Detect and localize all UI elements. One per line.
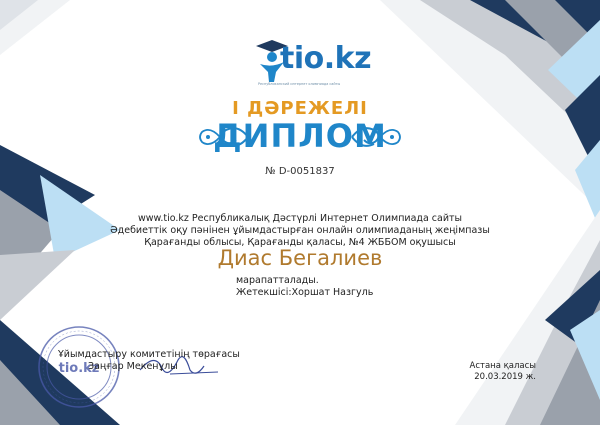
description-line: www.tio.kz Республикалық Дәстүрлі Интернет Олимпиада сайты	[137, 213, 463, 224]
signer-name: Заңғар Мекенұлы	[88, 361, 178, 372]
ornament-right-icon	[350, 122, 402, 152]
diploma-degree: I ДӘРЕЖЕЛІ	[232, 98, 368, 119]
tio-logo	[246, 38, 372, 102]
signature-block	[58, 349, 240, 373]
city-text: Астана қаласы	[469, 361, 536, 371]
supervisor-text: Жетекшісі:Хоршат Назгуль	[236, 287, 374, 298]
recipient-name: Диас Бегалиев	[217, 246, 383, 270]
logo-wordmark: tio.kz	[280, 41, 372, 76]
description-line: Әдебиеттік оқу пәнінен ұйымдастырған онлайн олимпиаданың жеңімпазы	[110, 225, 490, 236]
diploma-number: № D-0051837	[265, 166, 335, 177]
place-date-block	[470, 361, 537, 383]
signer-role: Ұйымдастыру комитетінің төрағасы	[58, 349, 240, 360]
diploma-title: ДИПЛОМ	[213, 117, 387, 155]
logo-tagline: Республиканский интернет олимпиада сайты	[258, 82, 341, 86]
stamp-text: tio.kz	[58, 361, 100, 376]
awarded-text: марапатталады.	[236, 275, 319, 286]
date-text: 20.03.2019 ж.	[474, 372, 536, 382]
description-line: Қарағанды облысы, Қарағанды қаласы, №4 ЖББОМ оқушысы	[144, 237, 456, 248]
diploma-description	[0, 213, 600, 249]
